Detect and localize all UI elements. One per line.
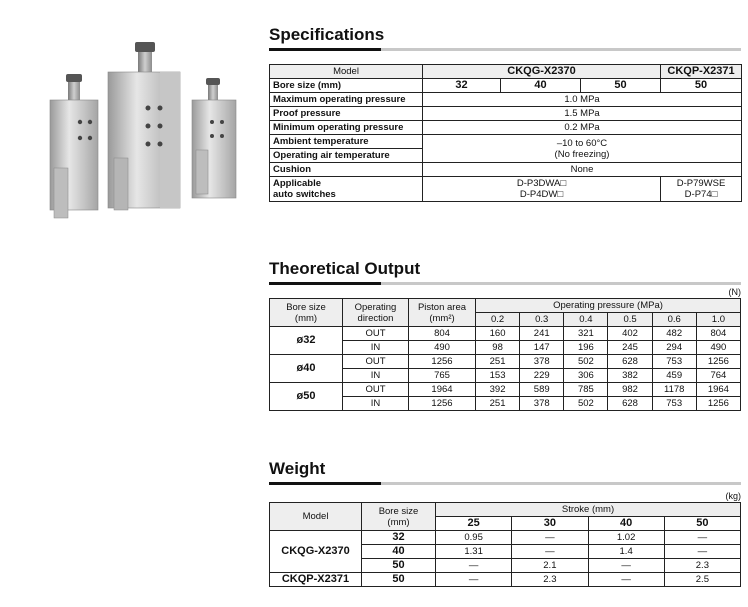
switch-code: D-P4DW□ [519, 189, 564, 200]
model-cell: CKQG-X2370 [270, 531, 362, 573]
output-value-cell: 1256 [696, 355, 740, 369]
switch-code: D-P74□ [684, 189, 718, 200]
section-rule [269, 482, 741, 485]
table-row [270, 573, 741, 587]
weight-value-cell: — [588, 559, 664, 573]
table-row [270, 355, 741, 369]
direction-header [343, 299, 409, 327]
weight-value-cell: 1.02 [588, 531, 664, 545]
bore-size-header-line1: Bore size [286, 301, 326, 313]
direction-cell: IN [343, 397, 409, 411]
weight-bore-header [362, 503, 436, 531]
bore-value: 32 [423, 79, 501, 93]
table-row [270, 327, 741, 341]
output-value-cell: 628 [608, 355, 652, 369]
output-value-cell: 628 [608, 397, 652, 411]
weight-bore-header-line2: (mm) [387, 516, 410, 528]
output-value-cell: 241 [520, 327, 564, 341]
output-value-cell: 482 [652, 327, 696, 341]
weight-bore-header-line1: Bore size [378, 505, 419, 517]
piston-area-cell: 1256 [409, 397, 476, 411]
piston-area-cell: 1964 [409, 383, 476, 397]
output-value-cell: 382 [608, 369, 652, 383]
piston-area-cell: 804 [409, 327, 476, 341]
weight-value-cell: — [436, 559, 512, 573]
min-pressure-value: 0.2 MPa [423, 121, 742, 135]
stroke-header: Stroke (mm) [436, 503, 741, 517]
weight-bore-cell: 40 [362, 545, 436, 559]
pressure-header-cell: 0.4 [564, 313, 608, 327]
table-row [270, 383, 741, 397]
pressure-header-cell: 1.0 [696, 313, 740, 327]
weight-value-cell: 2.3 [512, 573, 588, 587]
direction-cell: IN [343, 341, 409, 355]
weight-model-header: Model [270, 503, 362, 531]
weight-value-cell: — [436, 573, 512, 587]
weight-bore-cell: 32 [362, 531, 436, 545]
bore-value: 40 [501, 79, 581, 93]
output-value-cell: 229 [520, 369, 564, 383]
output-value-cell: 490 [696, 341, 740, 355]
piston-area-header [409, 299, 476, 327]
pressure-header-cell: 0.5 [608, 313, 652, 327]
output-value-cell: 306 [564, 369, 608, 383]
max-pressure-value: 1.0 MPa [423, 93, 742, 107]
weight-value-cell: 0.95 [436, 531, 512, 545]
output-value-cell: 251 [476, 355, 520, 369]
max-pressure-label: Maximum operating pressure [270, 93, 423, 107]
output-value-cell: 402 [608, 327, 652, 341]
bore-value: 50 [661, 79, 742, 93]
weight-bore-cell: 50 [362, 559, 436, 573]
bore-cell: ø32 [270, 327, 343, 355]
output-value-cell: 785 [564, 383, 608, 397]
weight-value-cell: 2.1 [512, 559, 588, 573]
weight-value-cell: 2.3 [664, 559, 740, 573]
product-photo [40, 38, 250, 238]
direction-header-line2: direction [357, 312, 394, 324]
bore-size-header-line2: (mm) [294, 312, 318, 324]
weight-value-cell: — [664, 545, 740, 559]
weight-value-cell: 1.4 [588, 545, 664, 559]
air-temp-label: Operating air temperature [270, 149, 423, 163]
model-label: Model [270, 65, 423, 79]
model-cell: CKQP-X2371 [270, 573, 362, 587]
weight-unit: (kg) [725, 491, 741, 501]
direction-cell: OUT [343, 327, 409, 341]
output-title: Theoretical Output [269, 259, 421, 278]
piston-area-cell: 1256 [409, 355, 476, 369]
pressure-header-cell: 0.2 [476, 313, 520, 327]
auto-switch-label-line2: auto switches [273, 189, 336, 200]
bore-size-header [270, 299, 343, 327]
direction-cell: OUT [343, 383, 409, 397]
output-value-cell: 378 [520, 397, 564, 411]
weight-value-cell: — [512, 531, 588, 545]
direction-header-line1: Operating [354, 301, 397, 313]
output-value-cell: 804 [696, 327, 740, 341]
output-value-cell: 153 [476, 369, 520, 383]
cylinder-left [50, 74, 98, 218]
specifications-table [269, 64, 742, 202]
pressure-header: Operating pressure (MPa) [476, 299, 741, 313]
bore-size-label: Bore size (mm) [270, 79, 423, 93]
output-value-cell: 251 [476, 397, 520, 411]
weight-bore-cell: 50 [362, 573, 436, 587]
ambient-temp-label: Ambient temperature [270, 135, 423, 149]
weight-title: Weight [269, 459, 326, 478]
auto-switch-ckqp [661, 177, 742, 202]
piston-area-cell: 765 [409, 369, 476, 383]
output-value-cell: 1178 [652, 383, 696, 397]
output-value-cell: 459 [652, 369, 696, 383]
weight-table [269, 502, 741, 587]
stroke-header-cell: 25 [436, 517, 512, 531]
theoretical-output-section [269, 259, 741, 411]
output-value-cell: 502 [564, 355, 608, 369]
output-value-cell: 502 [564, 397, 608, 411]
output-value-cell: 392 [476, 383, 520, 397]
proof-pressure-label: Proof pressure [270, 107, 423, 121]
bore-cell: ø40 [270, 355, 343, 383]
switch-code: D-P79WSE [676, 178, 726, 189]
output-value-cell: 753 [652, 355, 696, 369]
output-value-cell: 378 [520, 355, 564, 369]
output-value-cell: 196 [564, 341, 608, 355]
cylinder-center [108, 42, 180, 210]
bore-cell: ø50 [270, 383, 343, 411]
piston-area-cell: 490 [409, 341, 476, 355]
model-ckqp: CKQP-X2371 [661, 65, 742, 79]
piston-area-header-line1: Piston area [417, 301, 467, 313]
output-value-cell: 1256 [696, 397, 740, 411]
auto-switch-label-line1: Applicable [273, 178, 322, 189]
specifications-section [269, 25, 741, 202]
output-value-cell: 245 [608, 341, 652, 355]
weight-value-cell: — [588, 573, 664, 587]
output-value-cell: 160 [476, 327, 520, 341]
output-value-cell: 321 [564, 327, 608, 341]
output-value-cell: 1964 [696, 383, 740, 397]
output-value-cell: 982 [608, 383, 652, 397]
stroke-header-cell: 30 [512, 517, 588, 531]
auto-switch-label [270, 177, 423, 202]
output-value-cell: 294 [652, 341, 696, 355]
table-row [270, 531, 741, 545]
output-unit: (N) [728, 287, 741, 297]
temp-note: (No freezing) [554, 148, 610, 160]
cushion-value: None [423, 163, 742, 177]
pressure-header-cell: 0.3 [520, 313, 564, 327]
section-rule [269, 282, 741, 285]
proof-pressure-value: 1.5 MPa [423, 107, 742, 121]
model-ckqg: CKQG-X2370 [423, 65, 661, 79]
cushion-label: Cushion [270, 163, 423, 177]
output-value-cell: 589 [520, 383, 564, 397]
stroke-header-cell: 50 [664, 517, 740, 531]
stroke-header-cell: 40 [588, 517, 664, 531]
pressure-header-cell: 0.6 [652, 313, 696, 327]
piston-area-header-line2: (mm²) [429, 312, 455, 324]
weight-section [269, 459, 741, 587]
direction-cell: OUT [343, 355, 409, 369]
specifications-title: Specifications [269, 25, 385, 44]
temp-range: –10 to 60°C [556, 137, 608, 149]
weight-value-cell: — [664, 531, 740, 545]
output-value-cell: 98 [476, 341, 520, 355]
cylinder-right [192, 78, 236, 198]
output-table [269, 298, 741, 411]
output-value-cell: 764 [696, 369, 740, 383]
weight-value-cell: 1.31 [436, 545, 512, 559]
auto-switch-ckqg [423, 177, 661, 202]
weight-value-cell: 2.5 [664, 573, 740, 587]
bore-value: 50 [581, 79, 661, 93]
weight-value-cell: — [512, 545, 588, 559]
section-rule [269, 48, 741, 51]
direction-cell: IN [343, 369, 409, 383]
output-value-cell: 147 [520, 341, 564, 355]
switch-code: D-P3DWA□ [516, 178, 567, 189]
temp-value [423, 135, 742, 163]
output-value-cell: 753 [652, 397, 696, 411]
min-pressure-label: Minimum operating pressure [270, 121, 423, 135]
